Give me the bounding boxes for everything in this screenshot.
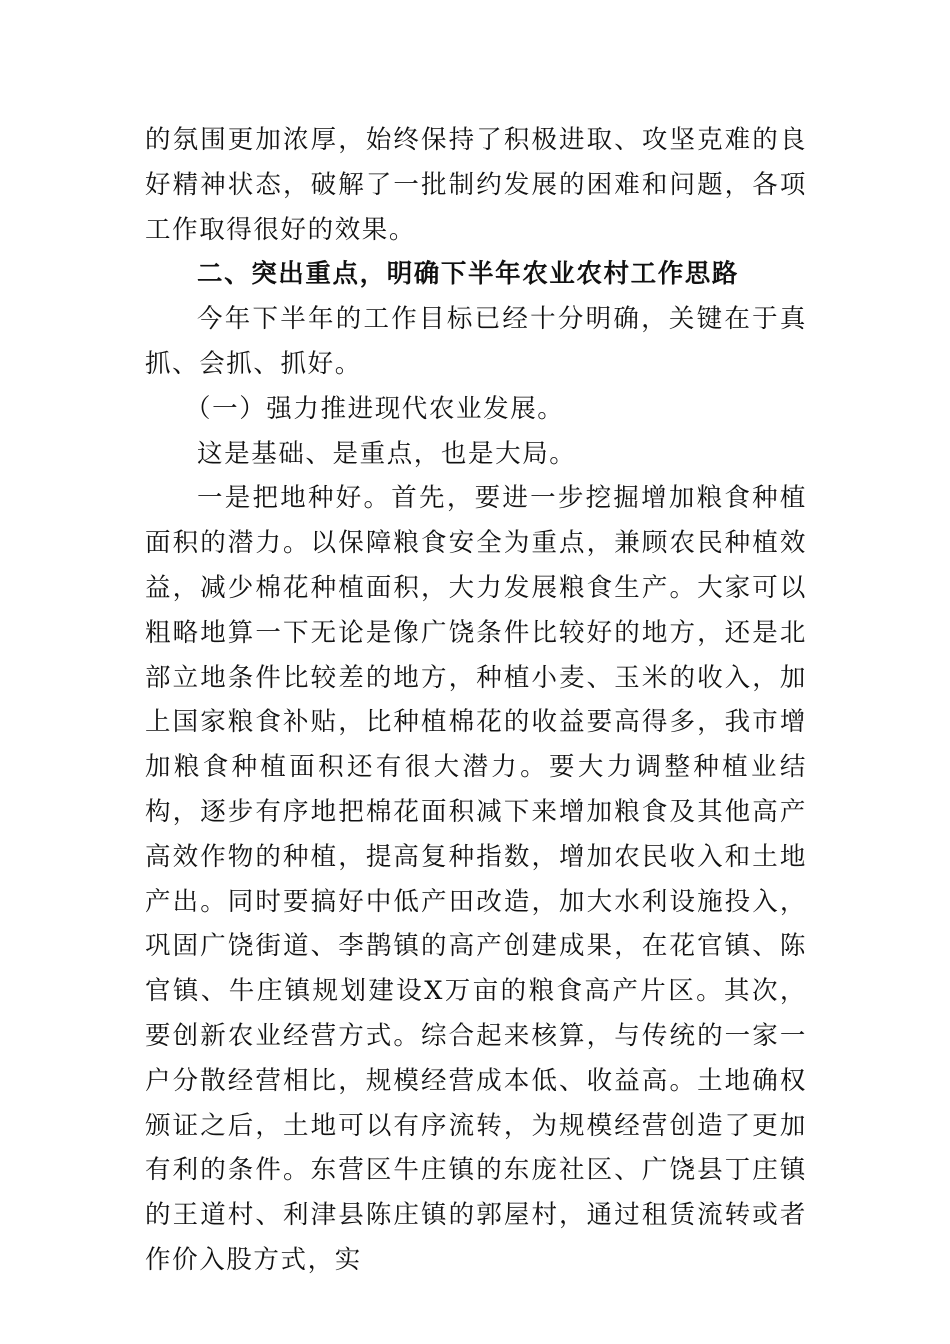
paragraph-summary: 这是基础、是重点，也是大局。 [197,438,577,469]
subsection-heading: （一）强力推进现代农业发展。 [185,393,565,424]
paragraph-body: 一是把地种好。首先，要进一步挖掘增加粮食种植面积的潜力。以保障粮食安全为重点，兼顾农民种植效益，减少棉花种植面积，大力发展粮食生产。大家可以粗略地算一下无论是像广饶条件比较好的地方，还是北部立地条件比较差的地方，种植小麦、玉米的收入，加上国家粮食补贴，比种植棉花的收益要高得多，我市增加粮食种植面积还有很大潜力。要大力调整种植业结构，逐步有序地把棉花面积减下来增加粮食及其他高产高效作物的种植，提高复种指数，增加农民收入和土地产出。同时要搞好中低产田改造，加大水利设施投入，巩固广饶街道、李鹊镇的高产创建成果，在花官镇、陈官镇、牛庄镇规划建设X万亩的粮食高产片区。其次，要创新农业经营方式。综合起来核算，与传统的一家一户分散经营相比，规模经营成本低、收益高。土地确权颁证之后，土地可以有序流转，为规模经营创造了更加有利的条件。东营区牛庄镇的东庞社区、广饶县丁庄镇的王道村、利津县陈庄镇的郭屋村，通过租赁流转或者作价入股方式，实 [145,483,807,1275]
paragraph-intro: 今年下半年的工作目标已经十分明确，关键在于真抓、会抓、抓好。 [145,304,807,379]
document-body [145,118,807,1283]
section-heading: 二、突出重点，明确下半年农业农村工作思路 [197,259,740,290]
paragraph-continuation: 的氛围更加浓厚，始终保持了积极进取、攻坚克难的良好精神状态，破解了一批制约发展的困难和问题，各项工作取得很好的效果。 [145,125,807,245]
